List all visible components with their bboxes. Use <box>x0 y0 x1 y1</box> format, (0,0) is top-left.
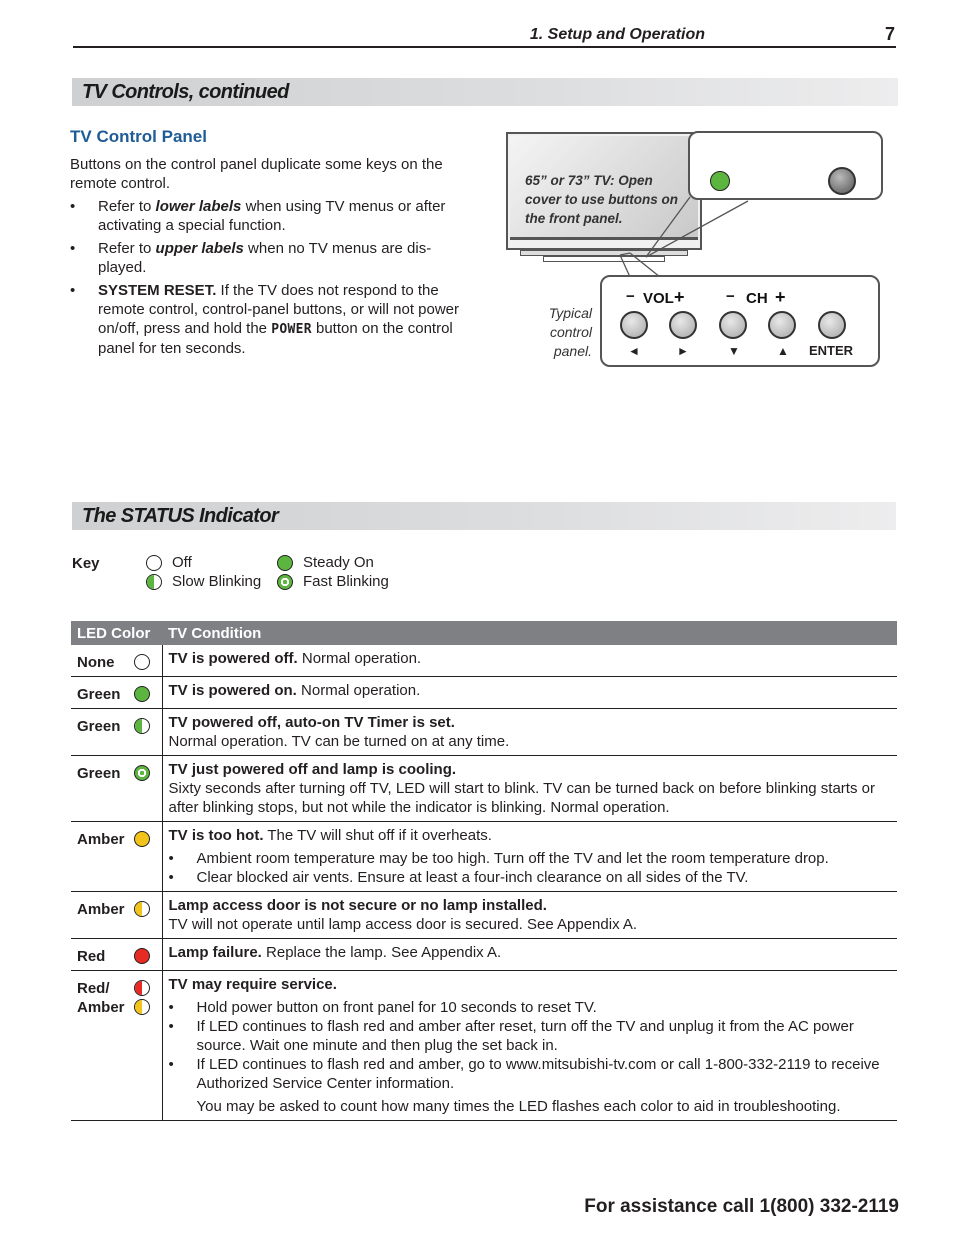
ch-minus-label: − <box>726 288 735 305</box>
led-color-cell: None <box>77 654 115 671</box>
bullet-dot: • <box>168 1018 174 1035</box>
page-number: 7 <box>884 24 895 44</box>
chapter-title: 1. Setup and Operation <box>529 26 705 43</box>
led-color-cell: Amber <box>77 999 125 1016</box>
vol-down-button[interactable] <box>620 311 648 339</box>
condition-title: TV may require service. <box>168 976 337 993</box>
led-off-icon <box>146 555 162 571</box>
bullet-text: button on the control panel for ten seconds. <box>98 320 453 357</box>
list-item <box>169 849 892 868</box>
ch-down-button[interactable] <box>719 311 747 339</box>
key-off <box>146 554 192 571</box>
enter-button[interactable] <box>818 311 846 339</box>
led-color-cell: Red <box>77 948 106 965</box>
vol-plus-label: + <box>674 287 685 307</box>
list-item <box>169 1055 892 1093</box>
system-reset-label: SYSTEM RESET. <box>98 282 217 299</box>
bullet-text: If LED continues to flash red and amber, go to www.mitsubishi-tv.com or call 1-800-332-2119 to receive Authorized Service Center information. <box>196 1056 880 1092</box>
condition-text: Normal operation. TV can be turned on at any time. <box>168 733 510 750</box>
condition-text: The TV will shut off if it overheats. <box>263 827 492 844</box>
table-row <box>71 677 897 709</box>
table-row <box>71 971 897 1121</box>
arrow-right-icon: ► <box>677 344 689 358</box>
status-led-icon <box>710 171 730 191</box>
condition-title: TV is powered on. <box>168 682 297 699</box>
ch-label: CH <box>746 290 768 307</box>
header-rule <box>73 46 896 48</box>
bullet-lower-labels <box>70 197 470 235</box>
led-color-cell: Amber <box>77 831 125 848</box>
typical-control-panel-caption: Typical control panel. <box>548 305 592 359</box>
callout-lines <box>600 195 760 285</box>
led-red-icon <box>134 948 150 964</box>
table-row <box>71 756 897 822</box>
power-key-label: POWER <box>271 322 312 337</box>
bullet-text: Clear blocked air vents. Ensure at least a four-inch clearance on all sides of the TV. <box>196 869 749 886</box>
emphasis-upper-labels: upper labels <box>155 240 244 257</box>
ch-up-button[interactable] <box>768 311 796 339</box>
bullet-dot: • <box>168 1056 174 1073</box>
tv-callout-text: 65” or 73” TV: Open cover to use buttons on the front panel. <box>525 173 679 226</box>
condition-bullets <box>169 998 892 1093</box>
led-color-cell: Amber <box>77 901 125 918</box>
bullet-text: when using TV menus or after activating a special function. <box>98 198 446 234</box>
led-steady-icon <box>277 555 293 571</box>
header-led-color: LED Color <box>71 621 162 645</box>
led-color-cell: Green <box>77 718 121 735</box>
bullet-text: Hold power button on front panel for 10 seconds to reset TV. <box>196 999 597 1016</box>
troubleshooting-note: You may be asked to count how many times the LED flashes each color to aid in troubleshooting. <box>196 1098 841 1115</box>
control-panel-bullets <box>70 197 470 362</box>
key-off-text: Off <box>172 554 192 571</box>
led-amber-slow-blink-icon <box>134 999 150 1015</box>
power-button-icon <box>828 167 856 195</box>
condition-title: TV is powered off. <box>168 650 298 667</box>
bullet-text: Refer to <box>98 240 156 257</box>
bullet-dot: • <box>70 198 76 215</box>
vol-minus-label: − <box>626 288 635 305</box>
bullet-dot: • <box>168 999 174 1016</box>
table-row <box>71 822 897 892</box>
led-off-icon <box>134 654 150 670</box>
arrow-left-icon: ◄ <box>628 344 640 358</box>
led-color-cell: Green <box>77 686 121 703</box>
section-heading-tv-controls: TV Controls, continued <box>72 78 898 106</box>
subheading-tv-control-panel: TV Control Panel <box>70 127 207 146</box>
led-steady-icon <box>134 686 150 702</box>
condition-title: TV just powered off and lamp is cooling. <box>168 761 457 778</box>
condition-title: TV powered off, auto-on TV Timer is set. <box>168 714 455 731</box>
vol-up-button[interactable] <box>669 311 697 339</box>
led-fast-blink-icon <box>277 574 293 590</box>
led-fast-blink-icon <box>134 765 150 781</box>
led-amber-icon <box>134 831 150 847</box>
led-color-cell: Green <box>77 765 121 782</box>
bullet-text: If the TV does not respond to the remote control, control-panel buttons, or will not power on/off, press and hold the <box>98 282 460 337</box>
table-row <box>71 709 897 756</box>
bullet-system-reset <box>70 281 470 358</box>
condition-title: TV is too hot. <box>168 827 264 844</box>
condition-text: Replace the lamp. See Appendix A. <box>261 944 502 961</box>
bullet-dot: • <box>168 869 174 886</box>
arrow-up-icon: ▲ <box>777 344 789 358</box>
list-item <box>169 1017 892 1055</box>
bullet-dot: • <box>70 240 76 257</box>
status-table <box>71 621 897 1121</box>
bullet-text: Ambient room temperature may be too high. Turn off the TV and let the room temperature drop. <box>196 850 829 867</box>
led-color-cell: Red/ <box>77 980 110 997</box>
table-header-row <box>71 621 897 645</box>
section-heading-status-indicator: The STATUS Indicator <box>72 502 896 530</box>
condition-text: Normal operation. <box>297 650 422 667</box>
key-steady-text: Steady On <box>303 554 374 571</box>
led-amber-slow-blink-icon <box>134 901 150 917</box>
list-item <box>169 868 892 887</box>
condition-title: Lamp access door is not secure or no lamp installed. <box>168 897 547 914</box>
bullet-text: Refer to <box>98 198 156 215</box>
bullet-text: when no TV menus are dis-played. <box>98 240 432 276</box>
key-slow-blinking <box>146 573 261 590</box>
bullet-text: If LED continues to flash red and amber after reset, turn off the TV and unplug it from the AC power source. Wait one minute and then plug the set back in. <box>196 1018 854 1054</box>
table-row <box>71 892 897 939</box>
key-slow-text: Slow Blinking <box>172 573 262 590</box>
list-item <box>169 998 892 1017</box>
emphasis-lower-labels: lower labels <box>155 198 242 215</box>
led-slow-blink-icon <box>146 574 162 590</box>
condition-bullets <box>169 849 892 887</box>
intro-paragraph: Buttons on the control panel duplicate some keys on the remote control. <box>70 156 443 192</box>
table-row <box>71 939 897 971</box>
bullet-dot: • <box>168 850 174 867</box>
condition-text: Sixty seconds after turning off TV, LED will start to blink. TV can be turned back on before blinking starts or after blinking stops, but not while the indicator is blinking. Normal operation. <box>168 780 875 816</box>
enter-label: ENTER <box>809 343 854 358</box>
vol-label: VOL <box>643 290 674 307</box>
bullet-dot: • <box>70 282 76 299</box>
key-fast-text: Fast Blinking <box>303 573 389 590</box>
condition-text: Normal operation. <box>296 682 421 699</box>
header-tv-condition: TV Condition <box>162 621 897 645</box>
table-row <box>71 645 897 677</box>
led-red-slow-blink-icon <box>134 980 150 996</box>
key-steady-on <box>277 554 374 571</box>
condition-text: TV will not operate until lamp access door is secured. See Appendix A. <box>168 916 638 933</box>
key-fast-blinking <box>277 573 389 590</box>
assistance-footer: For assistance call 1(800) 332-2119 <box>584 1196 899 1217</box>
ch-plus-label: + <box>775 287 786 307</box>
arrow-down-icon: ▼ <box>728 344 740 358</box>
led-slow-blink-icon <box>134 718 150 734</box>
bullet-upper-labels <box>70 239 470 277</box>
condition-title: Lamp failure. <box>168 944 262 961</box>
key-label: Key <box>72 555 100 572</box>
